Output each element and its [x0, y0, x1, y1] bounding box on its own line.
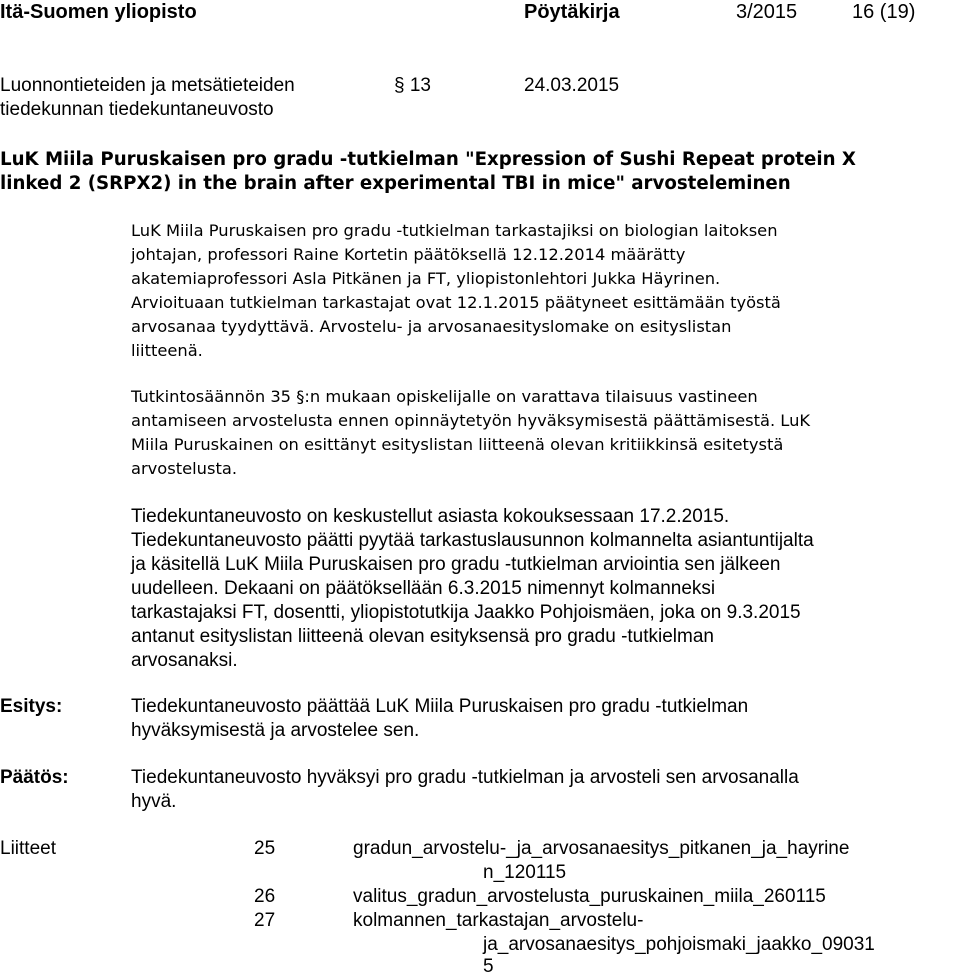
proposal-text: [131, 695, 748, 743]
faculty-line-2: tiedekunnan tiedekuntaneuvosto: [0, 99, 274, 120]
paragraph-regulation: [131, 385, 810, 481]
page-number: 16 (19): [852, 1, 916, 23]
text-line: liitteenä.: [131, 341, 203, 360]
attachment-filename: gradun_arvostelu-_ja_arvosanaesitys_pitkanen_ja_hayrine: [353, 838, 850, 859]
attachment-number: 26: [254, 886, 276, 907]
attachment-filename-cont: ja_arvosanaesitys_pohjoismaki_jaakko_09031: [483, 934, 875, 955]
text-line: Arvioituaan tutkielman tarkastajat ovat 12.1.2015 päätyneet esittämään työstä: [131, 293, 781, 312]
decision-text: [131, 766, 799, 814]
text-line: Tiedekuntaneuvosto on keskustellut asiasta kokouksessaan 17.2.2015.: [131, 506, 730, 527]
agenda-title-line-1: LuK Miila Puruskaisen pro gradu -tutkielman "Expression of Sushi Repeat protein X: [0, 149, 856, 170]
paragraph-reviewers: [131, 219, 781, 363]
proposal-label: Esitys:: [0, 696, 63, 717]
text-line: hyvä.: [131, 791, 177, 812]
text-line: hyväksymisestä ja arvostelee sen.: [131, 720, 420, 741]
text-line: antanut esityslistan liitteenä olevan esityksensä pro gradu -tutkielman: [131, 626, 714, 647]
text-line: Tiedekuntaneuvosto päättää LuK Miila Puruskaisen pro gradu -tutkielman: [131, 696, 749, 717]
document-number: 3/2015: [736, 1, 798, 23]
faculty-line-1: Luonnontieteiden ja metsätieteiden: [0, 75, 295, 96]
attachment-filename-cont: n_120115: [483, 862, 567, 883]
text-line: Tiedekuntaneuvosto hyväksyi pro gradu -tutkielman ja arvosteli sen arvosanalla: [131, 767, 799, 788]
attachment-filename-cont: 5: [483, 956, 494, 977]
text-line: johtajan, professori Raine Kortetin päätöksellä 12.12.2014 määrätty: [131, 245, 686, 264]
text-line: antamiseen arvostelusta ennen opinnäytetyön hyväksymisestä päättämisestä. LuK: [131, 411, 811, 430]
text-line: arvostelusta.: [131, 459, 238, 478]
attachments-label: Liitteet: [0, 838, 56, 859]
attachment-filename: valitus_gradun_arvostelusta_puruskainen_miila_260115: [353, 886, 826, 907]
decision-label: Päätös:: [0, 767, 69, 788]
text-line: arvosanaa tyydyttävä. Arvostelu- ja arvosanaesityslomake on esityslistan: [131, 317, 732, 336]
meeting-date: 24.03.2015: [524, 75, 620, 96]
text-line: uudelleen. Dekaani on päätöksellään 6.3.2015 nimennyt kolmanneksi: [131, 578, 716, 599]
text-line: arvosanaksi.: [131, 650, 238, 671]
agenda-title-line-2: linked 2 (SRPX2) in the brain after experimental TBI in mice" arvosteleminen: [0, 173, 791, 194]
text-line: Miila Puruskainen on esittänyt esityslistan liitteenä olevan kritiikkinsä esitetystä: [131, 435, 784, 454]
attachment-filename: kolmannen_tarkastajan_arvostelu-: [353, 910, 644, 931]
organization-name: Itä-Suomen yliopisto: [0, 1, 197, 23]
attachment-number: 27: [254, 910, 276, 931]
text-line: Tutkintosäännön 35 §:n mukaan opiskelijalle on varattava tilaisuus vastineen: [131, 387, 758, 406]
paragraph-discussion: [131, 505, 814, 673]
text-line: Tiedekuntaneuvosto päätti pyytää tarkastuslausunnon kolmannelta asiantuntijalta: [131, 530, 814, 551]
attachment-number: 25: [254, 838, 276, 859]
document-type: Pöytäkirja: [524, 1, 620, 23]
text-line: tarkastajaksi FT, dosentti, yliopistotutkija Jaakko Pohjoismäen, joka on 9.3.2015: [131, 602, 801, 623]
section-number: § 13: [394, 75, 431, 96]
text-line: ja käsitellä LuK Miila Puruskaisen pro gradu -tutkielman arviointia sen jälkeen: [131, 554, 781, 575]
text-line: LuK Miila Puruskaisen pro gradu -tutkielman tarkastajiksi on biologian laitoksen: [131, 221, 778, 240]
text-line: akatemiaprofessori Asla Pitkänen ja FT, yliopistonlehtori Jukka Häyrinen.: [131, 269, 721, 288]
